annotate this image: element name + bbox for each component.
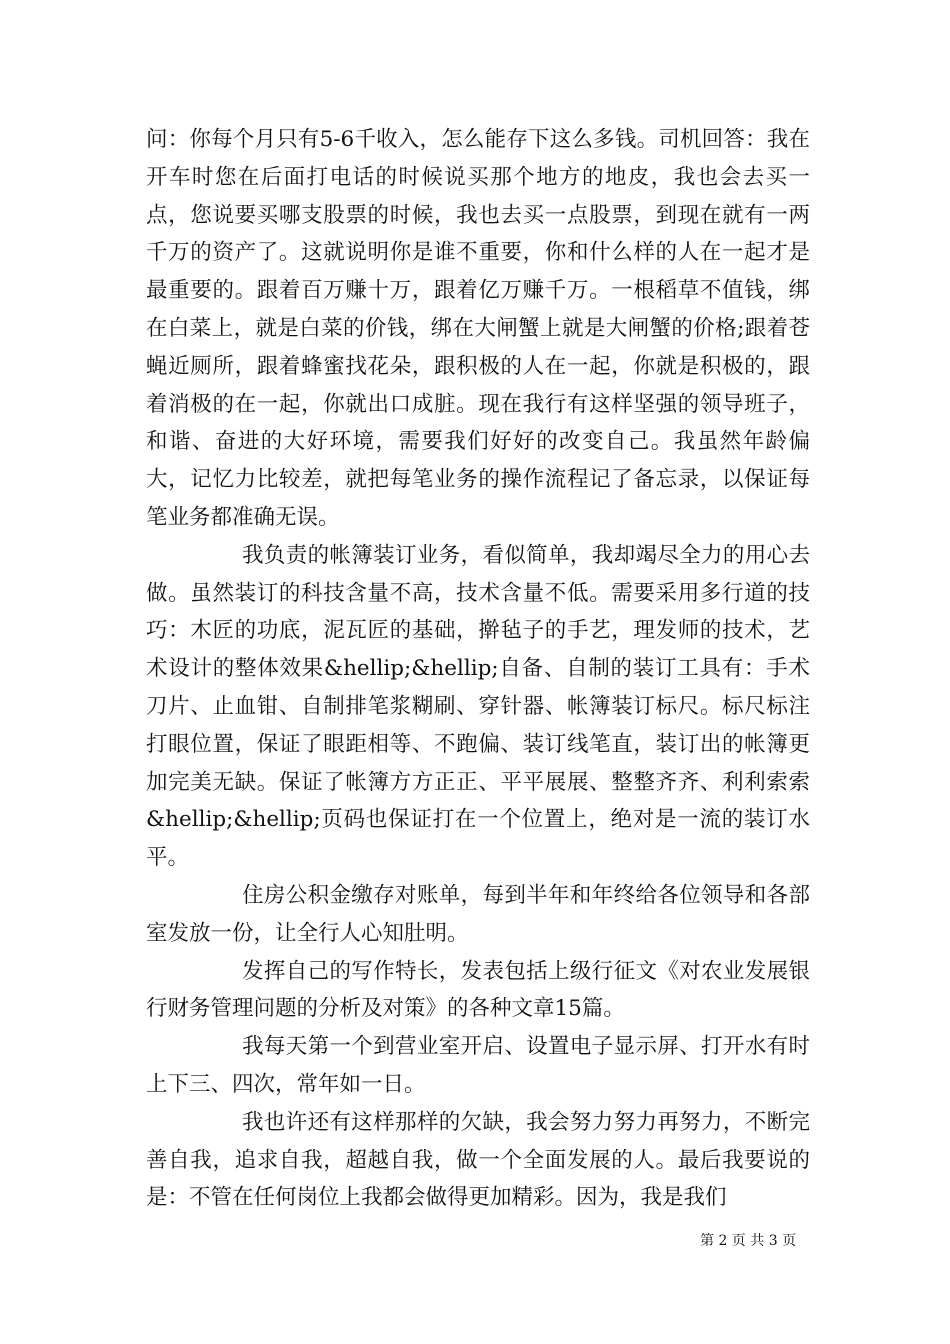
paragraph-5: 我每天第一个到营业室开启、设置电子显示屏、打开水有时上下三、四次，常年如一日。 [146,1034,810,1097]
body-text [146,121,810,1217]
paragraph-3: 住房公积金缴存对账单，每到半年和年终给各位领导和各部室发放一份，让全行人心知肚明。 [146,882,810,946]
paragraph-6: 我也许还有这样那样的欠缺，我会努力努力再努力，不断完善自我，追求自我，超越自我，做一个全面发展的人。最后我要说的是：不管在任何岗位上我都会做得更加精彩。因为，我是我们 [146,1109,810,1211]
page-number: 第 2 页 共 3 页 [700,1233,797,1249]
paragraph-1: 问：你每个月只有5-6千收入，怎么能存下这么多钱。司机回答：我在开车时您在后面打电话的时候说买那个地方的地皮，我也会去买一点，您说要买哪支股票的时候，我也去买一点股票，到现在就有一两千万的资产了。这就说明你是谁不重要，你和什么样的人在一起才是最重要的。跟着百万赚十万，跟着亿万赚千万。一根稻草不值钱，绑在白菜上，就是白菜的价钱，绑在大闸蟹上就是大闸蟹的价格;跟着苍蝇近厕所，跟着蜂蜜找花朵，跟积极的人在一起，你就是积极的，跟着消极的在一起，你就出口成脏。现在我行有这样坚强的领导班子，和谐、奋进的大好环境，需要我们好好的改变自己。我虽然年龄偏大，记忆力比较差，就把每笔业务的操作流程记了备忘录，以保证每笔业务都准确无误。 [146,127,810,530]
paragraph-4: 发挥自己的写作特长，发表包括上级行征文《对农业发展银行财务管理问题的分析及对策》的各种文章15篇。 [146,958,810,1022]
paragraph-2: 我负责的帐簿装订业务，看似简单，我却竭尽全力的用心去做。虽然装订的科技含量不高，技术含量不低。需要采用多行道的技巧：木匠的功底，泥瓦匠的基础，擀毡子的手艺，理发师的技术，艺术设计的整体效果&hellip;&hellip;自备、自制的装订工具有：手术刀片、止血钳、自制排笔浆糊刷、穿针器、帐簿装订标尺。标尺标注打眼位置，保证了眼距相等、不跑偏、装订线笔直，装订出的帐簿更加完美无缺。保证了帐簿方方正正、平平展展、整整齐齐、利利索索&hellip;&hellip;页码也保证打在一个位置上，绝对是一流的装订水平。 [146,542,810,871]
